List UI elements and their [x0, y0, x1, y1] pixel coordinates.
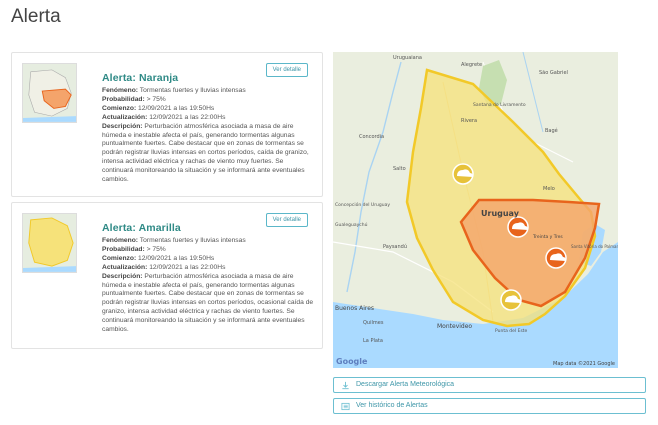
page-title: Alerta [11, 6, 61, 27]
view-detail-button[interactable]: Ver detalle [266, 213, 308, 227]
download-icon [341, 381, 350, 390]
map-graphic[interactable] [333, 52, 618, 368]
alert-info [102, 87, 314, 185]
map-place-label: Paysandú [383, 244, 407, 250]
map-attribution: Map data ©2021 Google [553, 361, 615, 367]
map-place-label: Concordia [359, 134, 385, 140]
alert-card-orange [11, 52, 323, 197]
map-place-label: Uruguaiana [393, 55, 422, 61]
map-place-label: Montevideo [437, 323, 473, 330]
map-place-label: Punta del Este [495, 329, 528, 334]
alert-field-update: Actualización: 12/09/2021 a las 22:00Hs [102, 113, 226, 121]
map-place-label: Santana do Livramento [473, 103, 526, 108]
map-place-label: Treinta y Tres [533, 235, 563, 240]
alert-field-start: Comienzo: 12/09/2021 a las 19:50Hs [102, 104, 215, 112]
download-alert-button[interactable] [333, 377, 646, 393]
map-place-label: Gualeguaychú [335, 223, 368, 228]
alert-thumbnail-map [22, 213, 77, 273]
map-place-label: Rivera [461, 118, 478, 124]
thumbnail-map-graphic [23, 64, 76, 122]
alert-history-label: Ver histórico de Alertas [356, 402, 428, 409]
google-logo: Google [336, 357, 368, 366]
alert-field-phenomenon: Fenómeno: Tormentas fuertes y lluvias intensas [102, 237, 246, 244]
alert-title: Alerta: Naranja [102, 72, 179, 84]
map-place-label: Quilmes [363, 320, 384, 326]
storm-warning-icon[interactable] [453, 164, 473, 184]
alert-map[interactable] [333, 52, 618, 368]
alert-card-yellow [11, 202, 323, 349]
list-icon [341, 402, 350, 411]
storm-warning-icon[interactable] [546, 248, 566, 268]
view-detail-button[interactable]: Ver detalle [266, 63, 308, 77]
alert-title: Alerta: Amarilla [102, 222, 181, 234]
alert-history-button[interactable] [333, 398, 646, 414]
alert-field-probability: Probabilidad: > 75% [102, 95, 166, 103]
storm-warning-icon[interactable] [508, 217, 528, 237]
map-place-label: Bagé [545, 128, 558, 134]
map-place-label: Alegrete [461, 62, 483, 68]
alert-field-phenomenon: Fenómeno: Tormentas fuertes y lluvias intensas [102, 87, 246, 94]
map-place-label: Salto [393, 166, 406, 172]
map-country-label: Uruguay [481, 209, 519, 218]
alert-thumbnail-map [22, 63, 77, 123]
map-place-label: Melo [543, 186, 555, 192]
map-place-label: Concepción del Uruguay [335, 203, 391, 208]
map-place-label: São Gabriel [539, 70, 568, 76]
thumbnail-map-graphic [23, 214, 76, 272]
alert-field-update: Actualización: 12/09/2021 a las 22:00Hs [102, 263, 226, 271]
map-place-label: La Plata [363, 338, 383, 344]
download-alert-label: Descargar Alerta Meteorológica [356, 381, 455, 388]
map-place-label: Santa Vitória do Palmar [571, 244, 618, 249]
alert-field-description: Descripción: Perturbación atmosférica asociada a masa de aire húmeda e inestable afecta el país, generando tormentas algunas puntualmente fuertes. Cabe destacar que en zonas de tormentas se podrán registrar lluvias intensas en cortos períodos, ocasional caída de granizo, intensa actividad eléctrica y rachas de viento fuertes. Se continuará monitoreando la situación y se informará ante eventuales cambios. [102, 272, 314, 334]
alert-field-probability: Probabilidad: > 75% [102, 245, 166, 253]
storm-warning-icon[interactable] [501, 290, 521, 310]
alert-info [102, 237, 314, 335]
alert-field-description: Descripción: Perturbación atmosférica asociada a masa de aire húmeda e inestable afecta el país, generando tormentas algunas puntualmente fuertes. Cabe destacar que en zonas de tormentas se podrán registrar lluvias intensas en cortos períodos, caída de granizo, intensa actividad eléctrica y rachas de viento muy fuertes. Se continuará monitoreando la situación y se informará ante eventuales cambios. [102, 122, 309, 184]
map-place-label: Buenos Aires [335, 305, 375, 312]
alert-field-start: Comienzo: 12/09/2021 a las 19:50Hs [102, 254, 215, 262]
